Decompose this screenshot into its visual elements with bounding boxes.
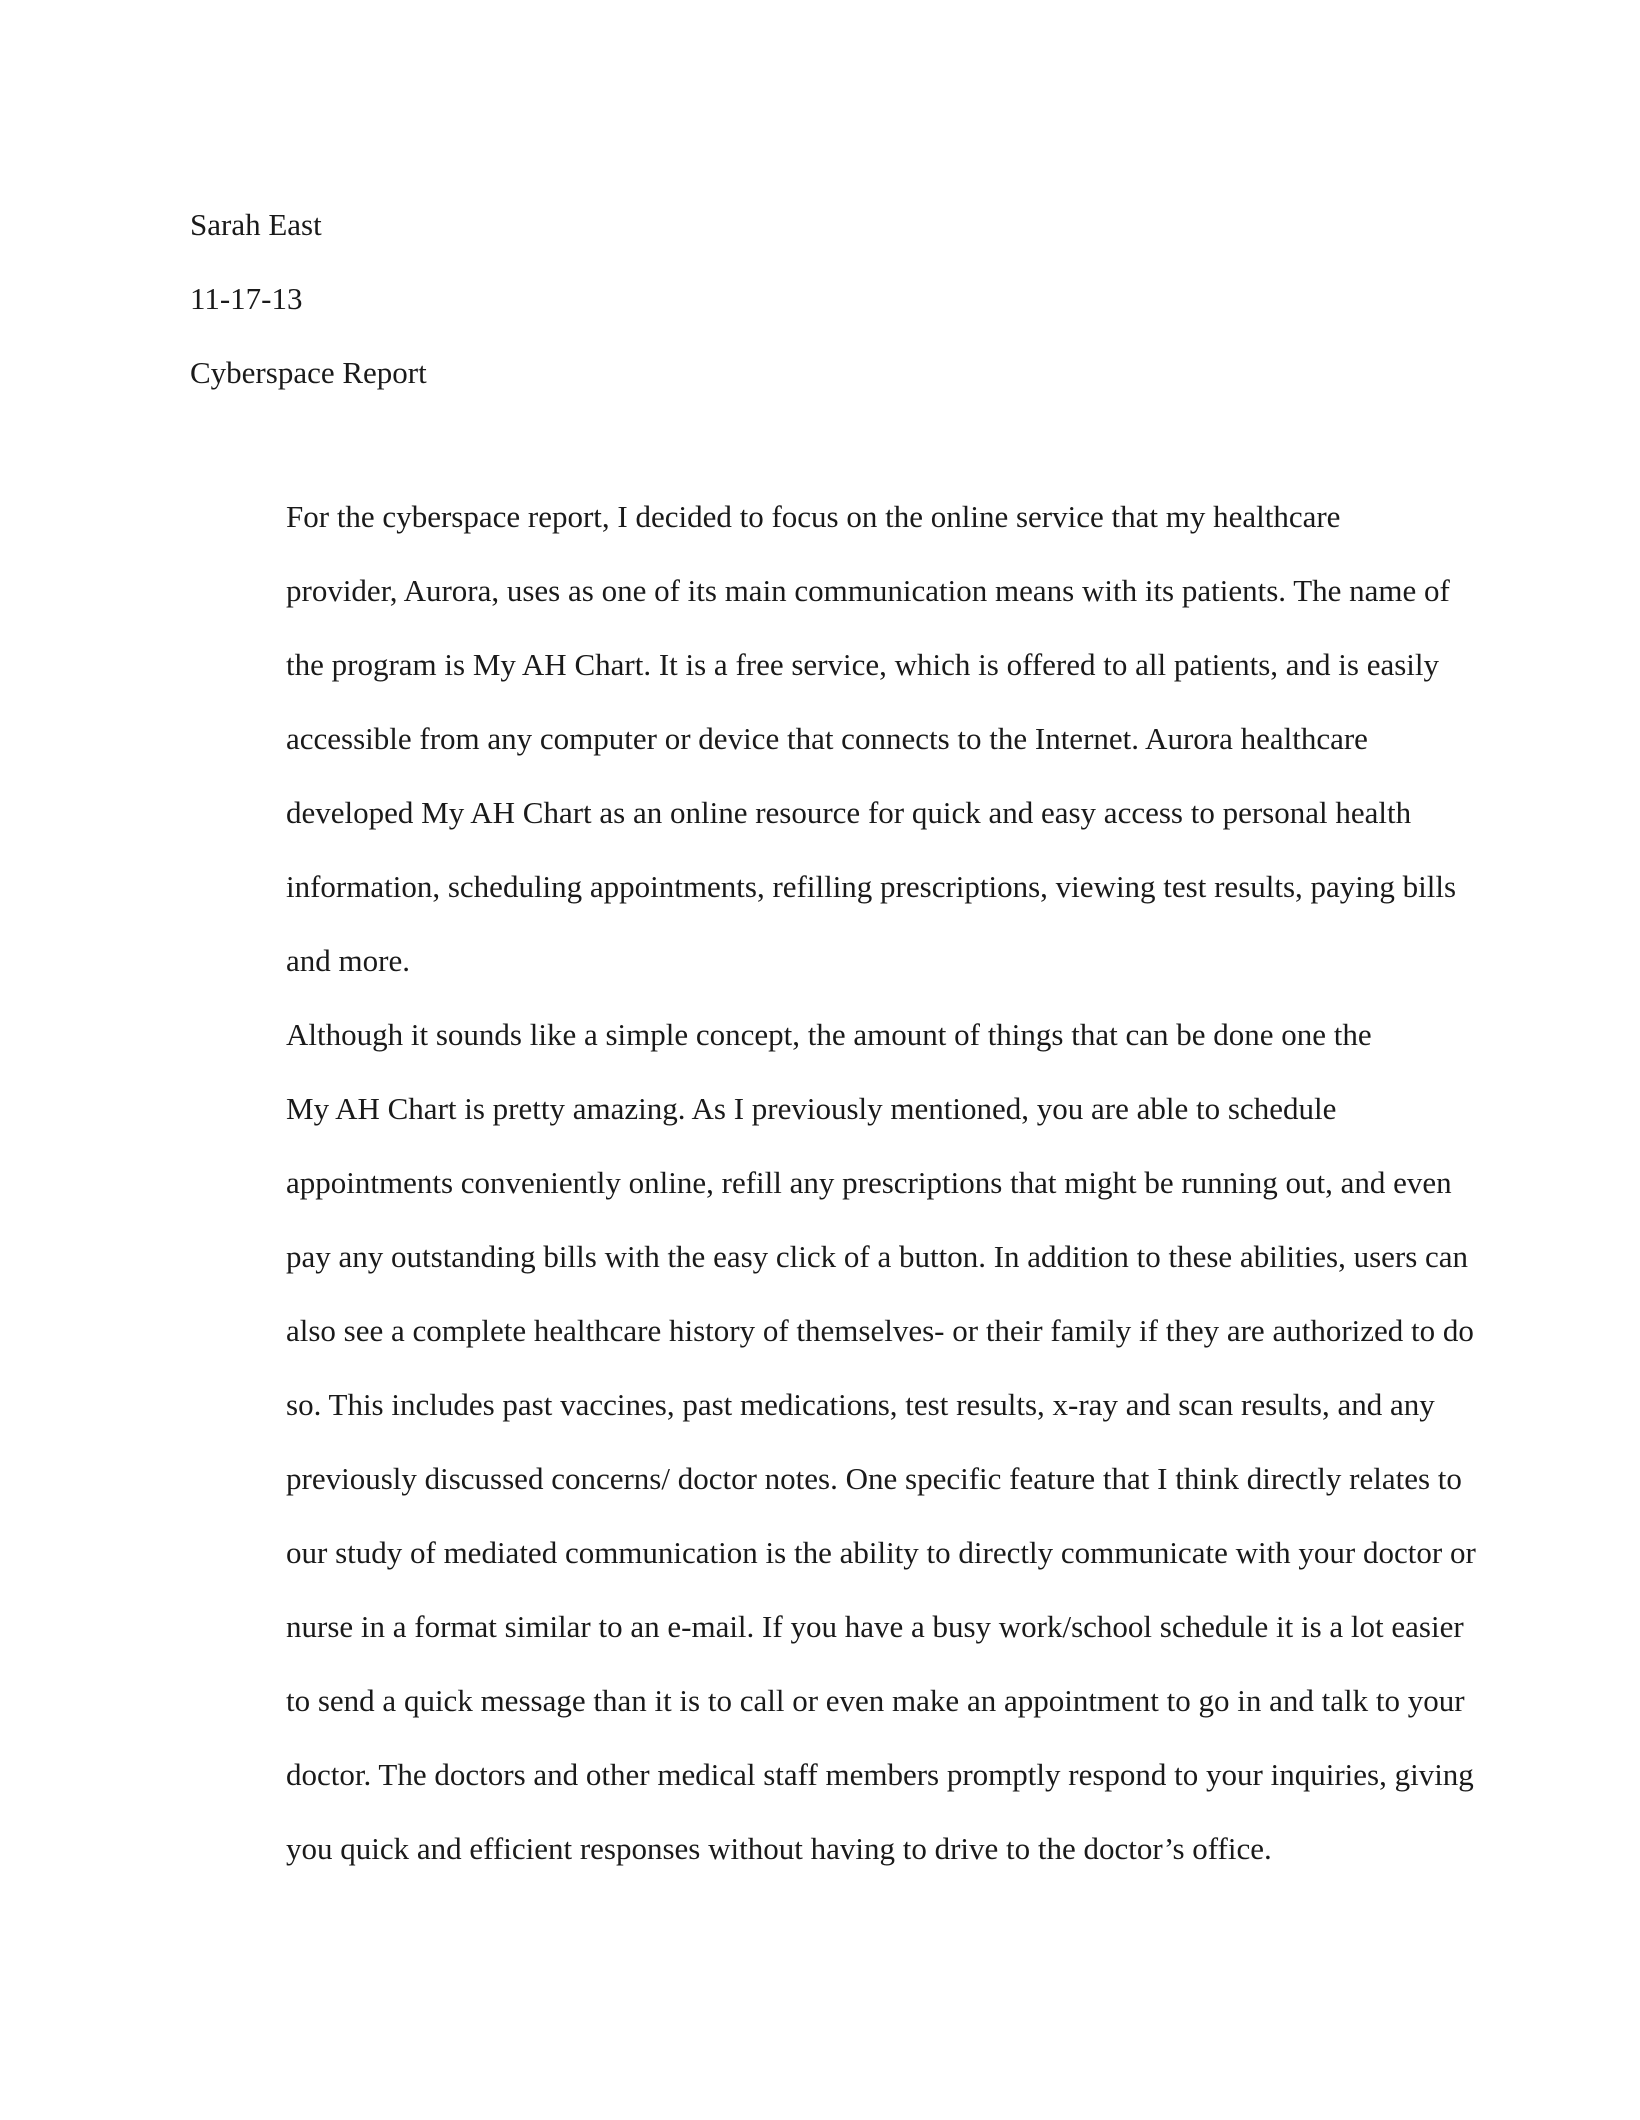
paragraph-line: accessible from any computer or device that connects to the Internet. Aurora healthcare: [286, 721, 1368, 756]
paragraph-line: My AH Chart is pretty amazing. As I previously mentioned, you are able to schedule: [286, 1091, 1337, 1126]
paragraph-line: developed My AH Chart as an online resource for quick and easy access to personal health: [286, 795, 1412, 830]
header-spacer: [190, 410, 1435, 480]
paragraph-line: you quick and efficient responses without having to drive to the doctor’s office.: [286, 1831, 1272, 1866]
paragraph-line: pay any outstanding bills with the easy click of a button. In addition to these abilities, users can: [286, 1239, 1469, 1274]
paragraph-line: previously discussed concerns/ doctor notes. One specific feature that I think directly relates to: [286, 1461, 1462, 1496]
paragraph-line: Although it sounds like a simple concept, the amount of things that can be done one the: [286, 1017, 1372, 1052]
paragraph-line: and more.: [286, 943, 410, 978]
paragraph-line: nurse in a format similar to an e-mail. If you have a busy work/school schedule it is a lot easier: [286, 1609, 1464, 1644]
paragraph-line: appointments conveniently online, refill any prescriptions that might be running out, and even: [286, 1165, 1452, 1200]
paragraph-line: so. This includes past vaccines, past medications, test results, x-ray and scan results, and any: [286, 1387, 1435, 1422]
paragraph-line: For the cyberspace report, I decided to focus on the online service that my healthcare: [286, 499, 1341, 534]
document-body: [190, 188, 1476, 1886]
author-name: Sarah East: [190, 207, 322, 242]
paragraph-line: to send a quick message than it is to call or even make an appointment to go in and talk to your: [286, 1683, 1465, 1718]
paragraph-line: our study of mediated communication is the ability to directly communicate with your doctor or: [286, 1535, 1476, 1570]
paragraph-1: [190, 480, 1457, 998]
document-date: 11-17-13: [190, 281, 303, 316]
document-title: Cyberspace Report: [190, 355, 427, 390]
paragraph-line: provider, Aurora, uses as one of its main communication means with its patients. The name of: [286, 573, 1450, 608]
paragraph-line: also see a complete healthcare history of themselves- or their family if they are authorized to do: [286, 1313, 1474, 1348]
paragraph-line: doctor. The doctors and other medical staff members promptly respond to your inquiries, giving: [286, 1757, 1474, 1792]
paragraph-line: the program is My AH Chart. It is a free service, which is offered to all patients, and is easily: [286, 647, 1440, 682]
paragraph-2: [190, 998, 1476, 1886]
paragraph-line: information, scheduling appointments, refilling prescriptions, viewing test results, paying bills: [286, 869, 1457, 904]
